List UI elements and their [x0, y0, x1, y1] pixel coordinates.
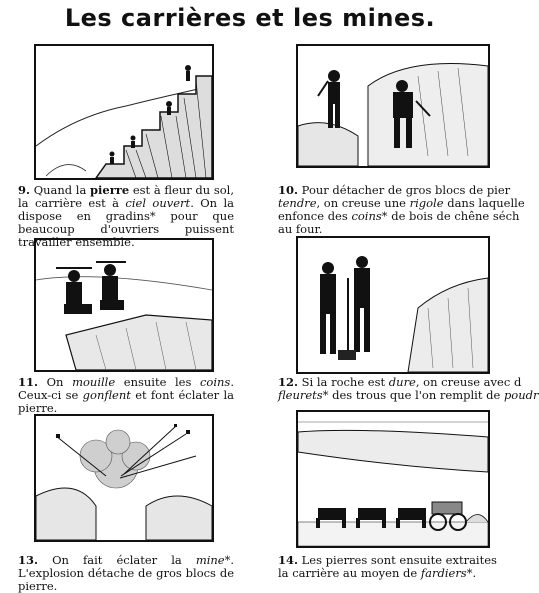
caption-number: 12. [278, 375, 299, 389]
illustration-open-quarry [34, 44, 214, 180]
caption-12: 12. Si la roche est dure, on creuse avec d fleurets* des trous que l'on remplit de poudr [278, 375, 539, 402]
page-title: Les carrières et les mines. [64, 4, 436, 32]
illustration-explosion [34, 414, 214, 542]
caption-10: 10. Pour détacher de gros blocs de pier tendre, on creuse une rigole dans laquelle enfonce des coins* de bois de chêne séch au four. [278, 183, 525, 236]
caption-number: 10. [278, 183, 299, 197]
caption-number: 14. [278, 553, 299, 567]
illustration-fardiers [296, 410, 490, 548]
caption-9: 9. Quand la pierre est à fleur du sol, la carrière est à ciel ouvert. On la dispose en gradins* pour que beaucoup d'ouvriers puissent travailler ensemble. [18, 183, 235, 249]
illustration-wedges [296, 44, 490, 168]
illustration-wetting-wedges [34, 238, 214, 372]
caption-11: 11. On mouille ensuite les coins. Ceux-ci se gonflent et font éclater la pierre. [18, 375, 235, 415]
caption-number: 13. [18, 553, 39, 567]
caption-number: 11. [18, 375, 39, 389]
caption-13: 13. On fait éclater la mine*. L'explosion détache de gros blocs de pierre. [18, 553, 235, 593]
caption-14: 14. Les pierres sont ensuite extraites la carrière au moyen de fardiers*. [278, 553, 497, 580]
caption-number: 9. [18, 183, 31, 197]
illustration-drilling [296, 236, 490, 374]
